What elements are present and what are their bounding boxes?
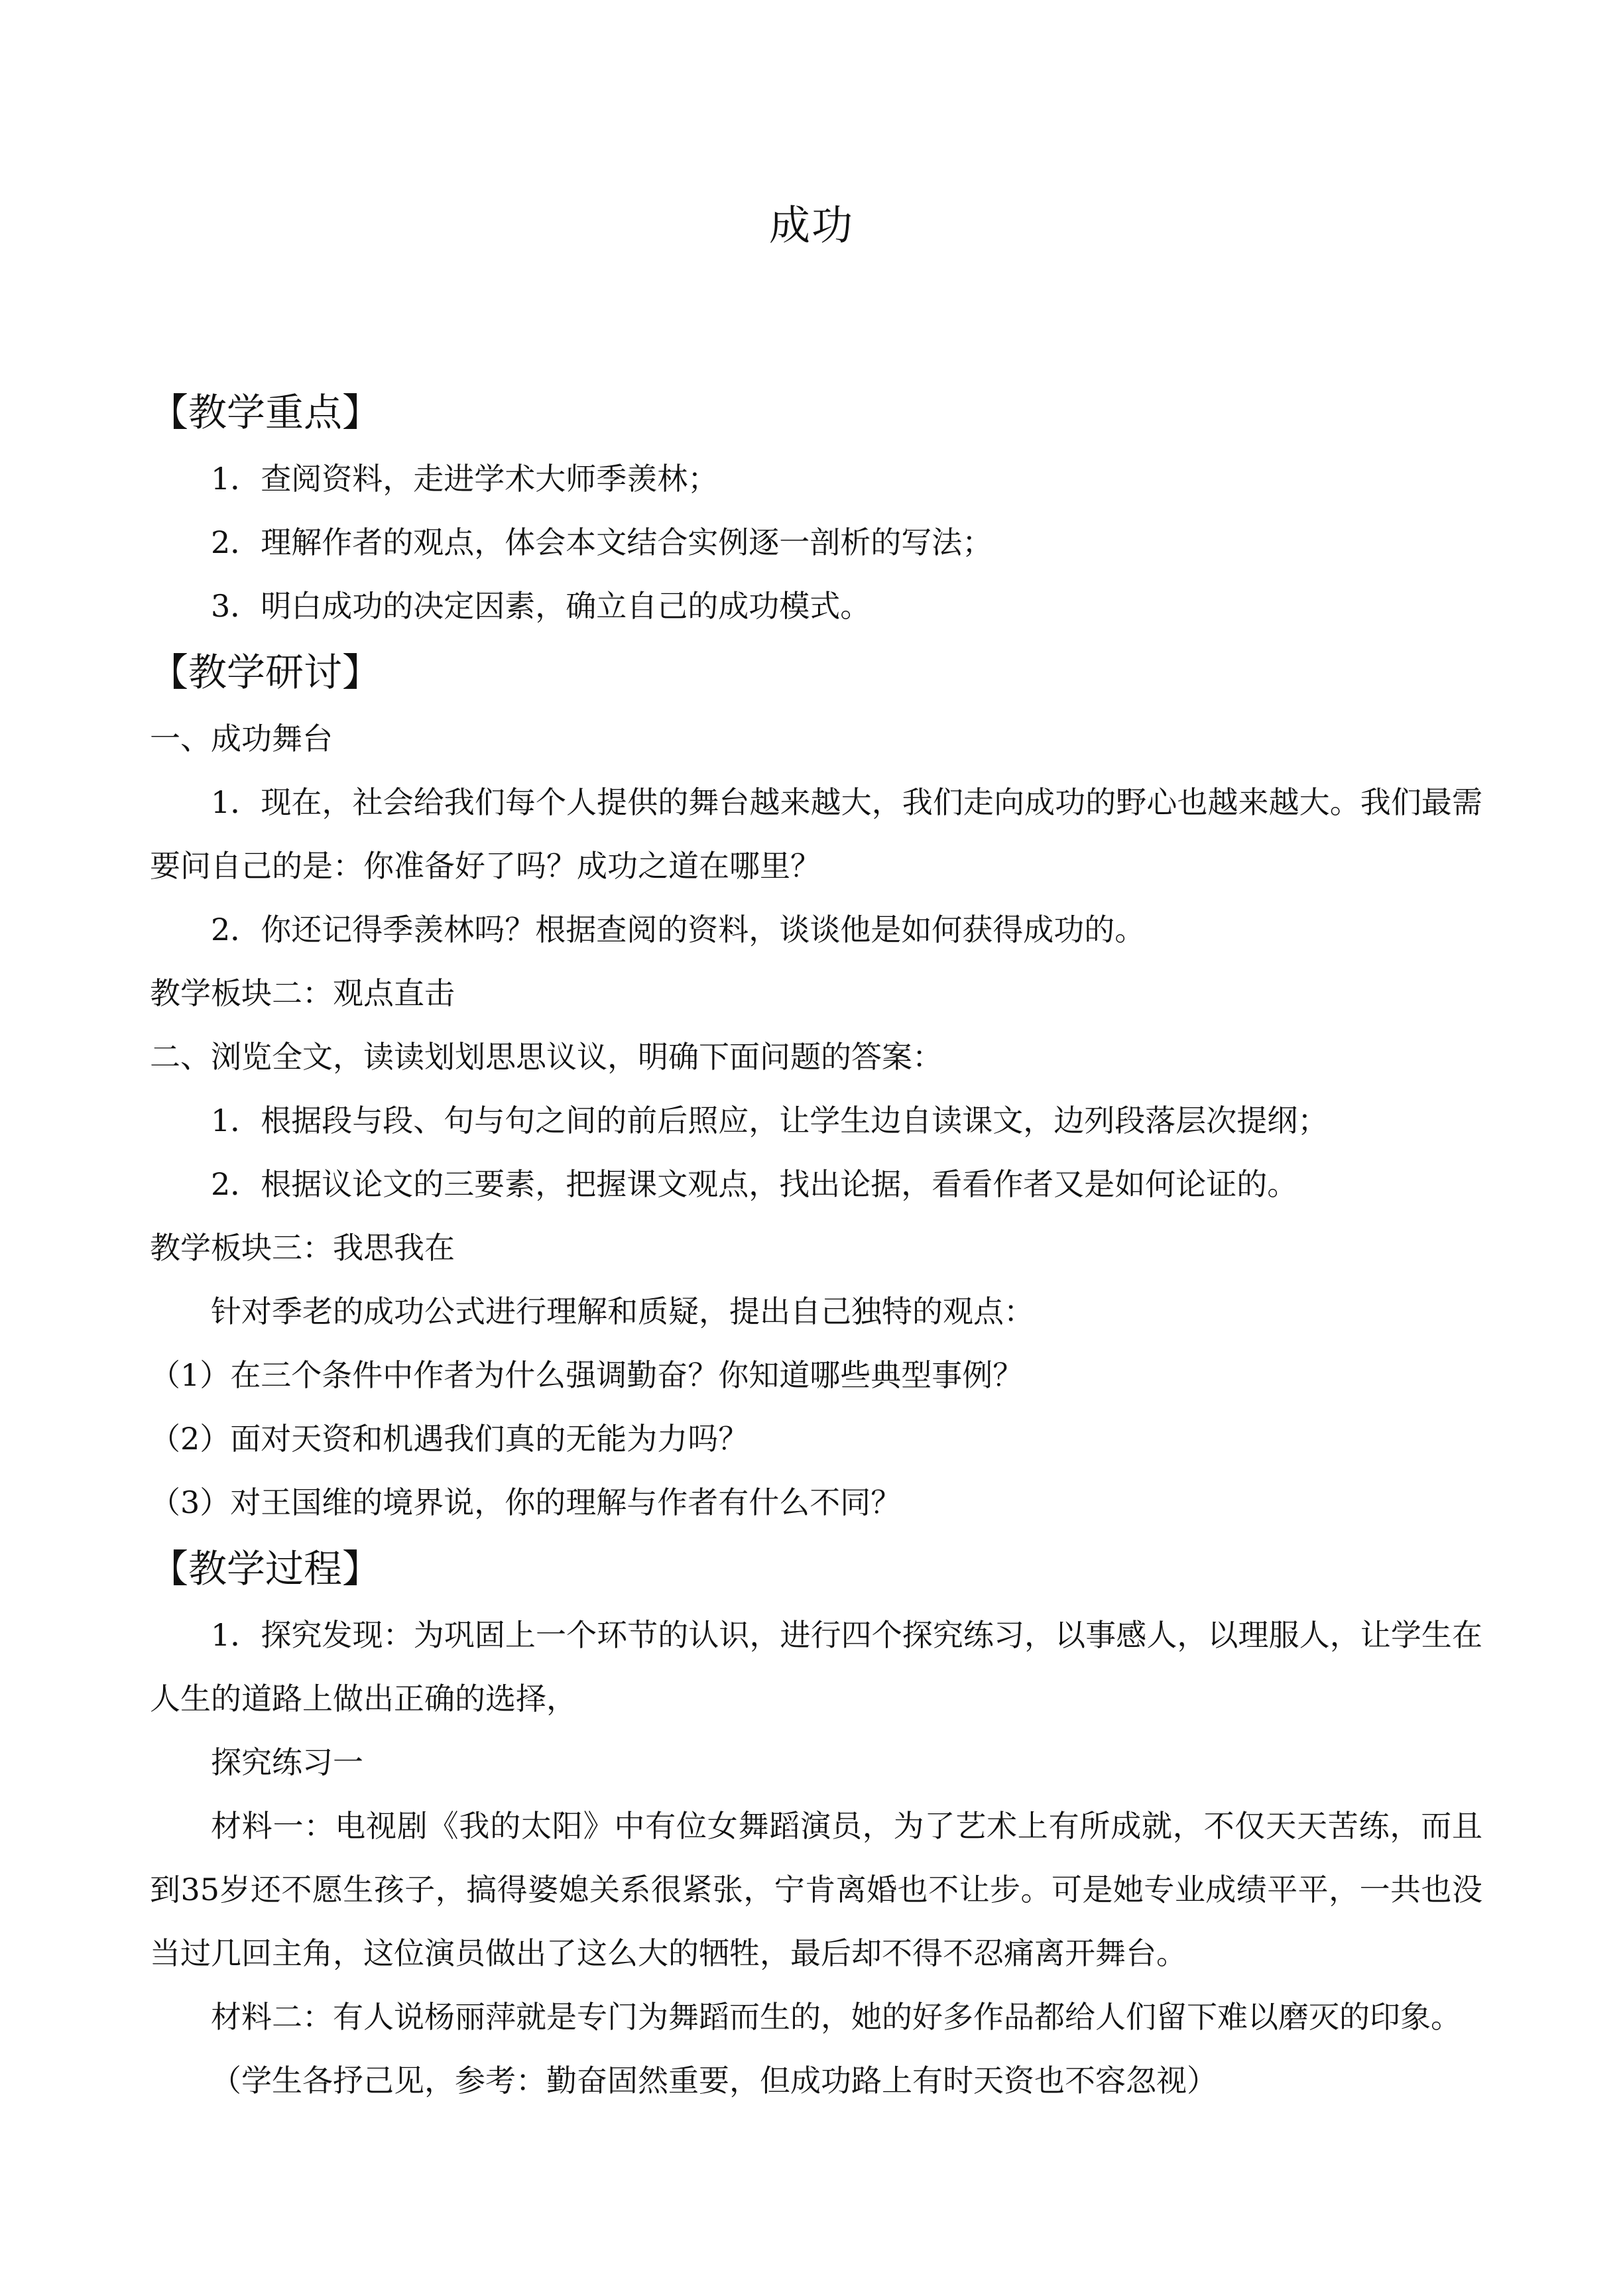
- exercise-one-label: 探究练习一: [211, 1744, 363, 1780]
- focus-item-2: 2．理解作者的观点，体会本文结合实例逐一剖析的写法；: [211, 524, 993, 560]
- part1-title: 一、成功舞台: [150, 721, 333, 756]
- part2-title: 二、浏览全文，读读划划思思议议，明确下面问题的答案：: [150, 1039, 943, 1075]
- module3-title: 教学板块三：我思我在: [150, 1230, 455, 1266]
- material-one: 材料一：电视剧《我的太阳》中有位女舞蹈演员，为了艺术上有所成就，不仅天天苦练，而且到35岁还不愿生孩子，搞得婆媳关系很紧张，宁肯离婚也不让步。可是她专业成绩平平，一共也没当过几回主角，这位演员做出了这么大的牺牲，最后却不得不忍痛离开舞台。: [150, 1808, 1482, 1971]
- teaching-research-heading: 【教学研讨】: [150, 650, 381, 695]
- module3-intro: 针对季老的成功公式进行理解和质疑，提出自己独特的观点：: [211, 1294, 1034, 1329]
- process-paragraph-1: 1．探究发现：为巩固上一个环节的认识，进行四个探究练习，以事感人，以理服人，让学生在人生的道路上做出正确的选择，: [150, 1617, 1482, 1717]
- module2-title: 教学板块二：观点直击: [150, 975, 455, 1011]
- part1-item-2: 2．你还记得季羡林吗？根据查阅的资料，谈谈他是如何获得成功的。: [211, 912, 1146, 947]
- document-body: [150, 378, 1482, 2112]
- material-two: 材料二：有人说杨丽萍就是专门为舞蹈而生的，她的好多作品都给人们留下难以磨灭的印象。: [211, 1999, 1461, 2035]
- part1-item-1: 1．现在，社会给我们每个人提供的舞台越来越大，我们走向成功的野心也越来越大。我们最需要问自己的是：你准备好了吗？成功之道在哪里？: [150, 784, 1482, 884]
- part2-item-1: 1．根据段与段、句与句之间的前后照应，让学生边自读课文，边列段落层次提纲；: [211, 1103, 1329, 1138]
- module3-question-2: （2）面对天资和机遇我们真的无能为力吗？: [150, 1421, 749, 1457]
- teaching-focus-heading: 【教学重点】: [150, 390, 381, 435]
- teaching-process-heading: 【教学过程】: [150, 1546, 381, 1591]
- student-reference-note: （学生各抒己见，参考：勤奋固然重要，但成功路上有时天资也不容忽视）: [211, 2063, 1217, 2098]
- module3-question-3: （3）对王国维的境界说，你的理解与作者有什么不同？: [150, 1484, 902, 1520]
- part2-item-2: 2．根据议论文的三要素，把握课文观点，找出论据，看看作者又是如何论证的。: [211, 1166, 1298, 1202]
- focus-item-3: 3．明白成功的决定因素，确立自己的成功模式。: [211, 588, 871, 624]
- page-title: 成功: [768, 201, 854, 249]
- focus-item-1: 1．查阅资料，走进学术大师季羡林；: [211, 461, 719, 497]
- module3-question-1: （1）在三个条件中作者为什么强调勤奋？你知道哪些典型事例？: [150, 1357, 1024, 1393]
